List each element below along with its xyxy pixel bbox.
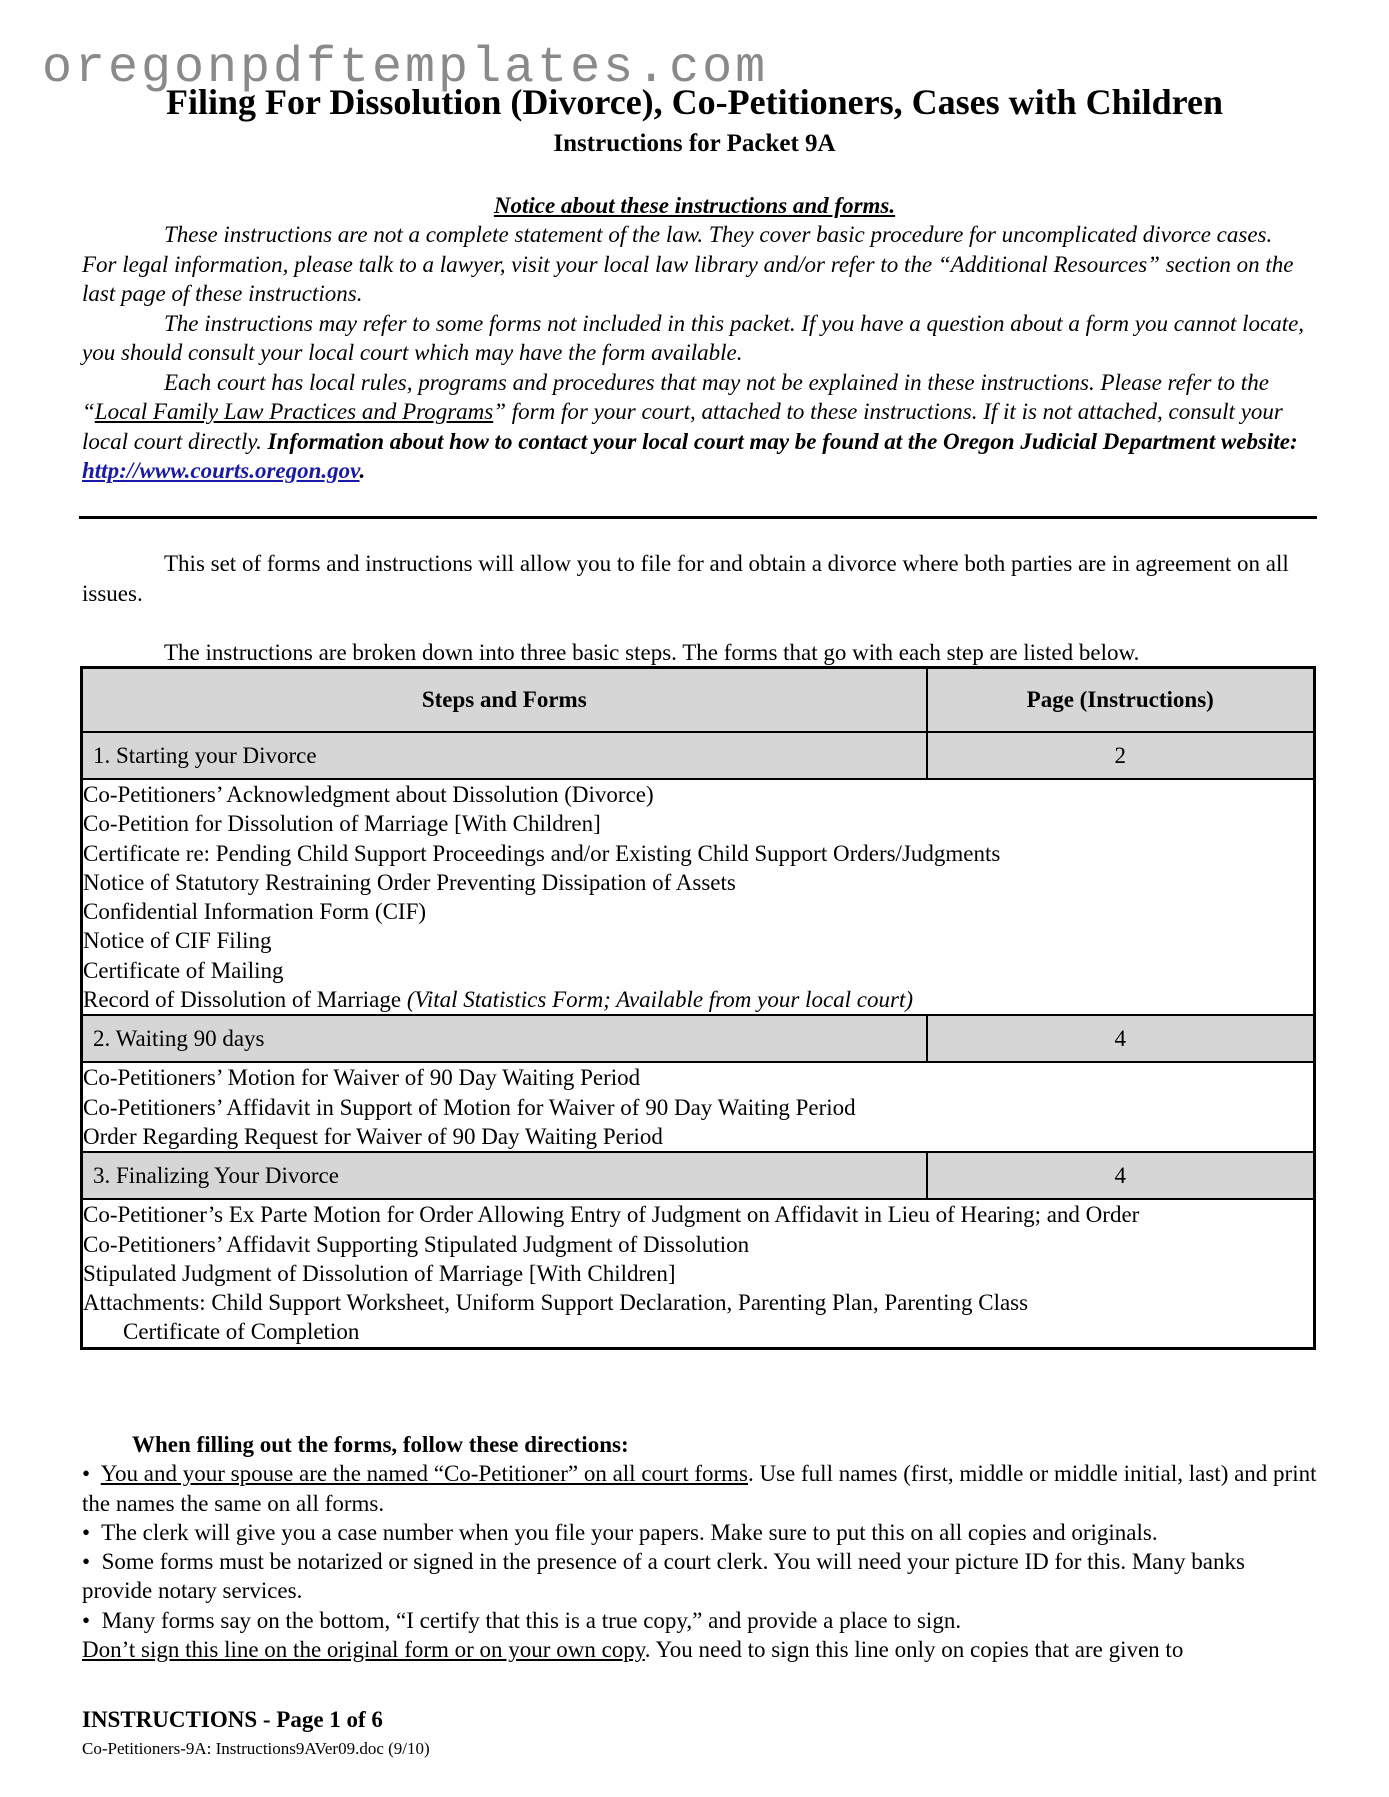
notice-text: Each court has local rules, programs and procedures that may not be explained in these instructions. Please refer to the “: [82, 369, 1269, 424]
direction-text: Many forms say on the bottom, “I certify that this is a true copy,” and provide a place to sign.: [101, 1607, 962, 1633]
step-row-finalizing: [82, 1152, 1315, 1199]
forms-list: [82, 1199, 1315, 1348]
direction-text: . Use full names (first, middle or middle initial, last) and print the names the same on all forms.: [82, 1461, 1317, 1516]
notice-paragraph-1: These instructions are not a complete statement of the law. They cover basic procedure for uncomplicated divorce cases. For legal information, please talk to a lawyer, visit your local law library and/or refer to the “Additional Resources” section on the last page of these instructions.: [82, 222, 1294, 306]
step-page: 4: [927, 1152, 1315, 1199]
bullet: •: [82, 1549, 91, 1575]
form-item: Co-Petitioners’ Motion for Waiver of 90 Day Waiting Period: [83, 1065, 641, 1091]
form-item: Stipulated Judgment of Dissolution of Marriage [With Children]: [83, 1260, 676, 1286]
step-row-waiting: [82, 1015, 1315, 1062]
forms-list: [82, 1062, 1315, 1152]
form-item-continuation: Certificate of Completion: [123, 1319, 360, 1345]
form-item: Attachments: Child Support Worksheet, Uniform Support Declaration, Parenting Plan, Parenting Class: [83, 1290, 1029, 1316]
form-item: Co-Petitioner’s Ex Parte Motion for Order Allowing Entry of Judgment on Affidavit in Lieu of Hearing; and Order: [83, 1202, 1140, 1228]
direction-item: [82, 1518, 1317, 1547]
document-title: Filing For Dissolution (Divorce), Co-Petitioners, Cases with Children: [166, 82, 1223, 122]
forms-list: [82, 779, 1315, 1015]
local-practices-reference: Local Family Law Practices and Programs: [94, 399, 494, 424]
step-name: 1. Starting your Divorce: [82, 732, 927, 779]
horizontal-divider: [79, 516, 1317, 519]
directions-section: [82, 1430, 1317, 1664]
form-item: Co-Petitioners’ Affidavit Supporting Stipulated Judgment of Dissolution: [83, 1231, 750, 1257]
intro-text-1: This set of forms and instructions will allow you to file for and obtain a divorce where both parties are in agreement on all issues.: [82, 551, 1289, 606]
direction-emphasis: Don’t sign this line on the original form or on your own copy: [82, 1637, 645, 1663]
notice-paragraph-3: [82, 368, 1312, 486]
form-item: Confidential Information Form (CIF): [83, 899, 427, 925]
direction-text: The clerk will give you a case number when you file your papers. Make sure to put this on all copies and originals.: [101, 1519, 1158, 1545]
step-row-starting: [82, 732, 1315, 779]
direction-emphasis: You and your spouse are the named “Co-Petitioner” on all court forms: [100, 1461, 748, 1487]
intro-paragraph-2: [82, 638, 1312, 668]
form-item: Notice of Statutory Restraining Order Preventing Dissipation of Assets: [83, 869, 736, 895]
bullet: •: [82, 1461, 91, 1487]
form-item: Certificate of Mailing: [83, 957, 284, 983]
notice-section: [82, 220, 1312, 486]
forms-row-starting: [82, 779, 1315, 1015]
bullet: •: [82, 1607, 91, 1633]
step-page: 4: [927, 1015, 1315, 1062]
direction-item: [82, 1606, 1317, 1635]
form-item: [83, 985, 1313, 1014]
page-footer-label: INSTRUCTIONS - Page 1 of 6: [82, 1707, 383, 1732]
intro-paragraph-1: [82, 549, 1312, 608]
notice-paragraph-2: The instructions may refer to some forms not included in this packet. If you have a question about a form you cannot locate, you should consult your local court which may have the form available.: [82, 310, 1305, 365]
direction-text: . You need to sign this line only on copies that are given to: [644, 1637, 1184, 1663]
directions-heading: When filling out the forms, follow these directions:: [132, 1432, 629, 1457]
form-item: Notice of CIF Filing: [83, 928, 272, 954]
header-steps-and-forms: Steps and Forms: [82, 668, 927, 733]
step-page: 2: [927, 732, 1315, 779]
direction-item: [82, 1459, 1317, 1518]
notice-period: .: [359, 458, 366, 483]
watermark-text: oregonpdftemplates.com: [42, 40, 769, 97]
form-item: Co-Petitioners’ Acknowledgment about Dissolution (Divorce): [83, 782, 654, 807]
courts-website-link[interactable]: http://www.courts.oregon.gov: [82, 458, 360, 483]
table-header-row: [82, 668, 1315, 733]
form-item: Co-Petition for Dissolution of Marriage [With Children]: [83, 811, 601, 837]
notice-heading: Notice about these instructions and forms.: [493, 193, 896, 218]
step-name: 2. Waiting 90 days: [82, 1015, 927, 1062]
direction-item: [82, 1547, 1317, 1606]
form-item: Certificate re: Pending Child Support Proceedings and/or Existing Child Support Orders/Judgments: [83, 840, 1001, 866]
bullet: •: [82, 1519, 91, 1545]
header-page-instructions: Page (Instructions): [927, 668, 1315, 733]
form-item-text: Record of Dissolution of Marriage: [83, 987, 407, 1013]
forms-row-finalizing: [82, 1199, 1315, 1348]
file-reference: Co-Petitioners-9A: Instructions9AVer09.doc (9/10): [82, 1739, 430, 1758]
court-contact-info: Information about how to contact your local court may be found at the Oregon Judicial Department website:: [267, 428, 1298, 454]
direction-continuation: [82, 1635, 1317, 1664]
notice-text: ” form for your court, attached to these instructions. If it is not attached, consult your local court directly.: [82, 399, 1283, 454]
form-item-note: (Vital Statistics Form; Available from your local court): [406, 987, 914, 1013]
direction-text: Some forms must be notarized or signed in the presence of a court clerk. You will need your picture ID for this. Many banks provide notary services.: [82, 1549, 1245, 1604]
form-item: Order Regarding Request for Waiver of 90 Day Waiting Period: [83, 1123, 663, 1149]
step-name: 3. Finalizing Your Divorce: [82, 1152, 927, 1199]
document-subtitle: Instructions for Packet 9A: [553, 130, 836, 157]
steps-and-forms-table: [80, 666, 1316, 1350]
intro-text-2: The instructions are broken down into three basic steps. The forms that go with each step are listed below.: [164, 640, 1140, 665]
form-item: Co-Petitioners’ Affidavit in Support of Motion for Waiver of 90 Day Waiting Period: [83, 1094, 856, 1120]
forms-row-waiting: [82, 1062, 1315, 1152]
